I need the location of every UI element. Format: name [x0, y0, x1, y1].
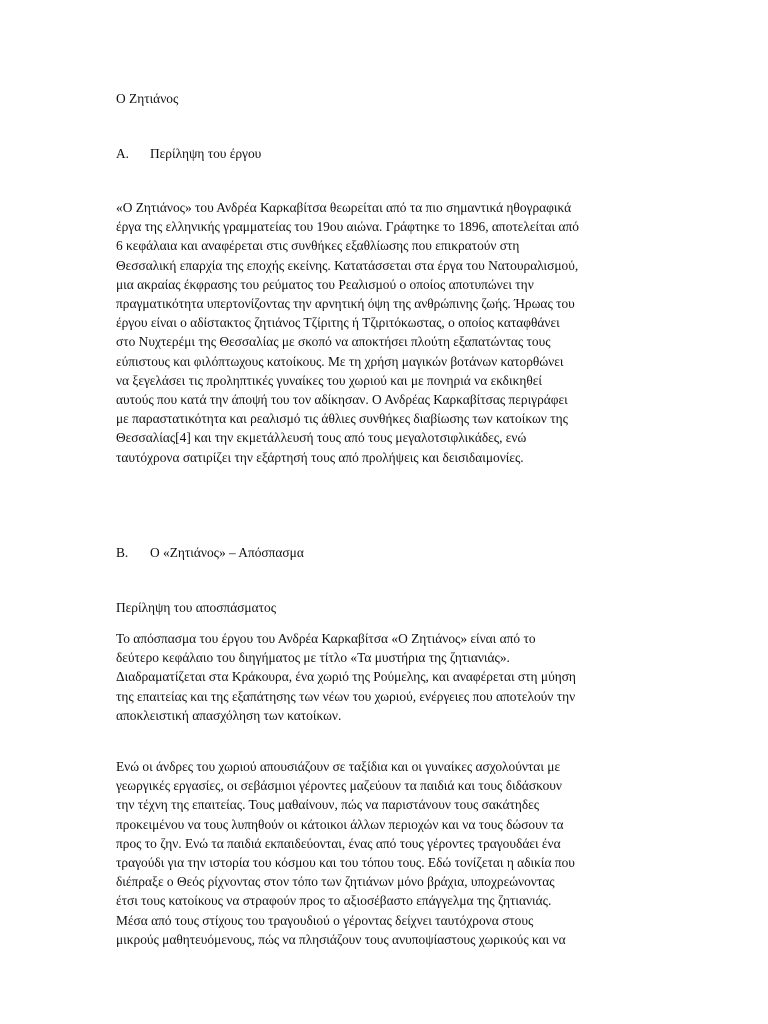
paragraph-line: Θεσσαλίας[4] και την εκμετάλλευσή τους από τους μεγαλοτσιφλικάδες, ενώ	[116, 430, 527, 446]
paragraph-line: να ξεγελάσει τις προληπτικές γυναίκες του χωριού και με πονηριά να εκδικηθεί	[116, 372, 542, 388]
excerpt-body-paragraph	[116, 757, 656, 949]
excerpt-intro-paragraph	[116, 629, 656, 725]
paragraph-line: με παραστατικότητα και ρεαλισμό τις άθλιες συνθήκες διαβίωσης των κατοίκων της	[116, 411, 568, 427]
section-a-letter: Α.	[116, 146, 130, 161]
paragraph-line: αυτούς που κατά την άποψή του τον αδίκησαν. Ο Ανδρέας Καρκαβίτσας περιγράφει	[116, 392, 568, 408]
paragraph-line: 6 κεφάλαια και αναφέρεται στις συνθήκες εξαθλίωσης που επικρατούν στη	[116, 238, 520, 254]
paragraph-line: έργου είναι ο αδίστακτος ζητιάνος Τζίριτης ή Τζιριτόκωστας, ο οποίος καταφθάνει	[116, 315, 560, 331]
paragraph-line: Μέσα από τους στίχους του τραγουδιού ο γέροντας δείχνει ταυτόχρονα στους	[116, 912, 534, 928]
paragraph-line: γεωργικές εργασίες, οι σεβάσμιοι γέροντες μαζεύουν τα παιδιά και τους διδάσκουν	[116, 778, 562, 794]
paragraph-line: διέπραξε ο Θεός ρίχνοντας στον τόπο των ζητιάνων μόνο βράχια, υποχρεώνοντας	[116, 874, 555, 890]
paragraph-line: τραγούδι για την ιστορία του κόσμου και του τόπου τους. Εδώ τονίζεται η αδικία που	[116, 855, 575, 871]
paragraph-line: αποκλειστική απασχόληση των κατοίκων.	[116, 707, 342, 723]
document-title: Ο Ζητιάνος	[116, 91, 179, 106]
paragraph-line: την τέχνη της επαιτείας. Τους μαθαίνουν, πώς να παριστάνουν τους σακάτηδες	[116, 797, 540, 813]
section-b-letter: Β.	[116, 545, 129, 560]
paragraph-line: μικρούς μαθητευόμενους, πώς να πλησιάζουν τους ανυποψίαστους χωρικούς και να	[116, 931, 566, 947]
paragraph-line: δεύτερο κεφάλαιο του διηγήματος με τίτλο «Τα μυστήρια της ζητιανιάς».	[116, 650, 510, 666]
excerpt-summary-heading: Περίληψη του αποσπάσματος	[116, 600, 277, 615]
paragraph-line: Το απόσπασμα του έργου του Ανδρέα Καρκαβίτσα «Ο Ζητιάνος» είναι από το	[116, 631, 536, 646]
paragraph-line: προκειμένου να τους λυπηθούν οι κάτοικοι άλλων περιοχών και να τους δώσουν τα	[116, 816, 564, 832]
paragraph-line: εύπιστους και φιλόπτωχους κατοίκους. Με τη χρήση μαγικών βοτάνων κατορθώνει	[116, 353, 564, 369]
paragraph-line: της επαιτείας και της εξαπάτησης των νέων του χωριού, ενέργειες που αποτελούν την	[116, 688, 576, 704]
section-a-heading	[116, 144, 261, 163]
section-a-heading-text: Περίληψη του έργου	[150, 146, 262, 161]
paragraph-line: στο Νυχτερέμι της Θεσσαλίας με σκοπό να αποκτήσει πλούτη εξαπατώντας τους	[116, 334, 551, 350]
section-b-heading-text: Ο «Ζητιάνος» – Απόσπασμα	[150, 545, 304, 560]
paragraph-line: έργα της ελληνικής γραμματείας του 19ου αιώνα. Γράφτηκε το 1896, αποτελείται από	[116, 219, 579, 235]
section-a-paragraph	[116, 198, 656, 467]
paragraph-line: πραγματικότητα υπερτονίζοντας την αρνητική όψη της ανθρώπινης ζωής. Ήρωας του	[116, 296, 575, 312]
paragraph-line: προς το ζην. Ενώ τα παιδιά εκπαιδεύονται, ένας από τους γέροντες τραγουδάει ένα	[116, 835, 561, 851]
paragraph-line: Θεσσαλική επαρχία της εποχής εκείνης. Κατατάσσεται στα έργα του Νατουραλισμού,	[116, 257, 579, 273]
paragraph-line: μια ακραίας έκφρασης του ρεύματος του Ρεαλισμού ο οποίος αποτυπώνει την	[116, 276, 534, 292]
paragraph-line: έτσι τους κατοίκους να στραφούν προς το αξιοσέβαστο επάγγελμα της ζητιανιάς.	[116, 893, 552, 909]
paragraph-line: Ενώ οι άνδρες του χωριού απουσιάζουν σε ταξίδια και οι γυναίκες ασχολούνται με	[116, 759, 561, 774]
paragraph-line: «Ο Ζητιάνος» του Ανδρέα Καρκαβίτσα θεωρείται από τα πιο σημαντικά ηθογραφικά	[116, 200, 572, 215]
section-b-heading	[116, 543, 304, 562]
paragraph-line: ταυτόχρονα σατιρίζει την εξάρτησή τους από προλήψεις και δεισιδαιμονίες.	[116, 449, 524, 465]
paragraph-line: Διαδραματίζεται στα Κράκουρα, ένα χωριό της Ρούμελης, και αναφέρεται στη μύηση	[116, 669, 576, 685]
